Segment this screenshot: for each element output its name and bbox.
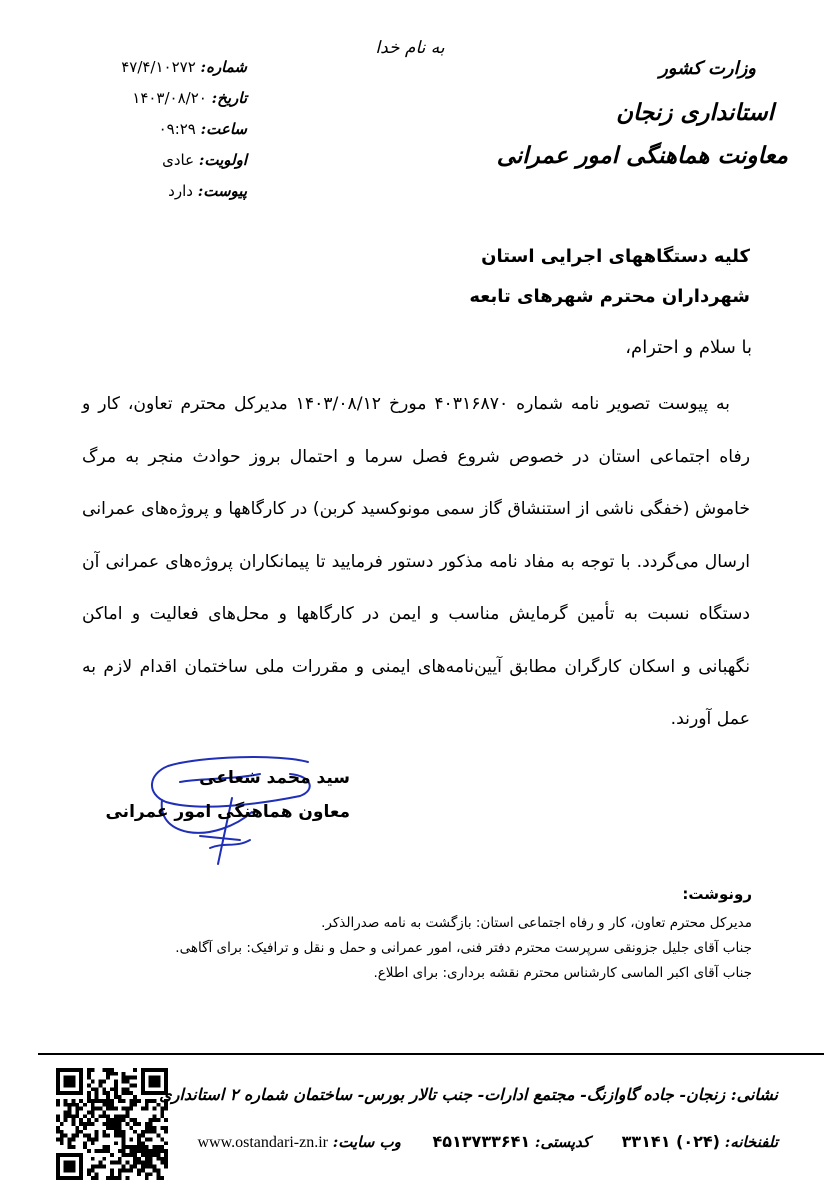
letter-number: ۴۷/۴/۱۰۲۷۲ xyxy=(121,58,196,76)
phone-label: تلفنخانه: xyxy=(724,1133,778,1151)
attachment-label: پیوست: xyxy=(197,182,247,200)
signatory-name: سید محمد شعاعی xyxy=(199,768,350,788)
website-label: وب سایت: xyxy=(332,1133,401,1151)
footer-divider xyxy=(38,1053,824,1055)
deputy-office-name: معاونت هماهنگی امور عمرانی xyxy=(496,142,788,169)
recipient-line-2: شهرداران محترم شهرهای تابعه xyxy=(469,286,750,307)
letter-time-row xyxy=(112,120,247,151)
letter-body xyxy=(82,378,750,746)
letter-date-label: تاریخ: xyxy=(211,89,247,107)
footer-contact xyxy=(158,1132,778,1152)
phone-number: (۰۲۴) ۳۳۱۴۱ xyxy=(621,1132,720,1151)
letter-time-label: ساعت: xyxy=(200,120,247,138)
bismillah: به نام خدا xyxy=(375,38,445,58)
priority-value: عادی xyxy=(162,151,195,169)
ministry-name: وزارت کشور xyxy=(659,58,756,79)
letter-number-label: شماره: xyxy=(200,58,247,76)
priority-label: اولویت: xyxy=(198,151,247,169)
greeting: با سلام و احترام، xyxy=(625,337,752,358)
cc-line: جناب آقای اکبر الماسی کارشناس محترم نقشه برداری: برای اطلاع. xyxy=(373,965,752,981)
recipient-line-1: کلیه دستگاههای اجرایی استان xyxy=(481,246,750,267)
letter-body-text: به پیوست تصویر نامه شماره ۴۰۳۱۶۸۷۰ مورخ ۱۴۰۳/۰۸/۱۲ مدیرکل محترم تعاون، کار و رفاه اجتماعی استان در خصوص شروع فصل سرما و احتمال بروز حوادث منجر به مرگ خاموش (خفگی ناشی از استنشاق گاز سمی مونوکسید کربن) در کارگاهها و پروژه‌های عمرانی ارسال می‌گردد. با توجه به مفاد نامه مذکور دستور فرمایید تا پیمانکاران پروژه‌های عمرانی آن دستگاه نسبت به تأمین گرمایش مناسب و ایمن در کارگاهها و محل‌های فعالیت و اماکن نگهبانی و اسکان کارگران مطابق آیین‌نامه‌های ایمنی و مقررات ملی ساختمان اقدام لازم به عمل آورند. xyxy=(82,394,750,729)
priority-row xyxy=(112,151,247,182)
website-link[interactable]: www.ostandari-zn.ir xyxy=(197,1134,328,1151)
letter-date-row xyxy=(112,89,247,120)
letter-number-row xyxy=(112,58,247,89)
signatory-title: معاون هماهنگی امور عمرانی xyxy=(105,802,350,822)
attachment-value: دارد xyxy=(168,182,193,200)
letter-date: ۱۴۰۳/۰۸/۲۰ xyxy=(132,89,207,107)
cc-line: جناب آقای جلیل جزونقی سرپرست محترم دفتر فنی، امور عمرانی و حمل و نقل و ترافیک: برای آگاهی. xyxy=(175,940,752,956)
governorate-name: استانداری زنجان xyxy=(616,99,774,126)
cc-line: مدیرکل محترم تعاون، کار و رفاه اجتماعی استان: بازگشت به نامه صدرالذکر. xyxy=(321,915,752,931)
attachment-row xyxy=(112,182,247,213)
footer-address xyxy=(159,1085,778,1104)
address-text: زنجان- جاده گاوازنگ- مجتمع ادارات- جنب تالار بورس- ساختمان شماره ۲ استانداری xyxy=(159,1085,726,1104)
address-label: نشانی: xyxy=(730,1085,778,1104)
letterhead-organization xyxy=(496,58,788,169)
cc-title: رونوشت: xyxy=(682,885,752,903)
letter-metadata xyxy=(112,58,247,213)
postcode: ۴۵۱۳۷۳۳۶۴۱ xyxy=(432,1132,531,1151)
cc-section xyxy=(92,885,752,990)
letter-time: ۰۹:۲۹ xyxy=(158,120,196,138)
qr-code xyxy=(56,1068,168,1180)
postcode-label: کدپستی: xyxy=(534,1133,591,1151)
